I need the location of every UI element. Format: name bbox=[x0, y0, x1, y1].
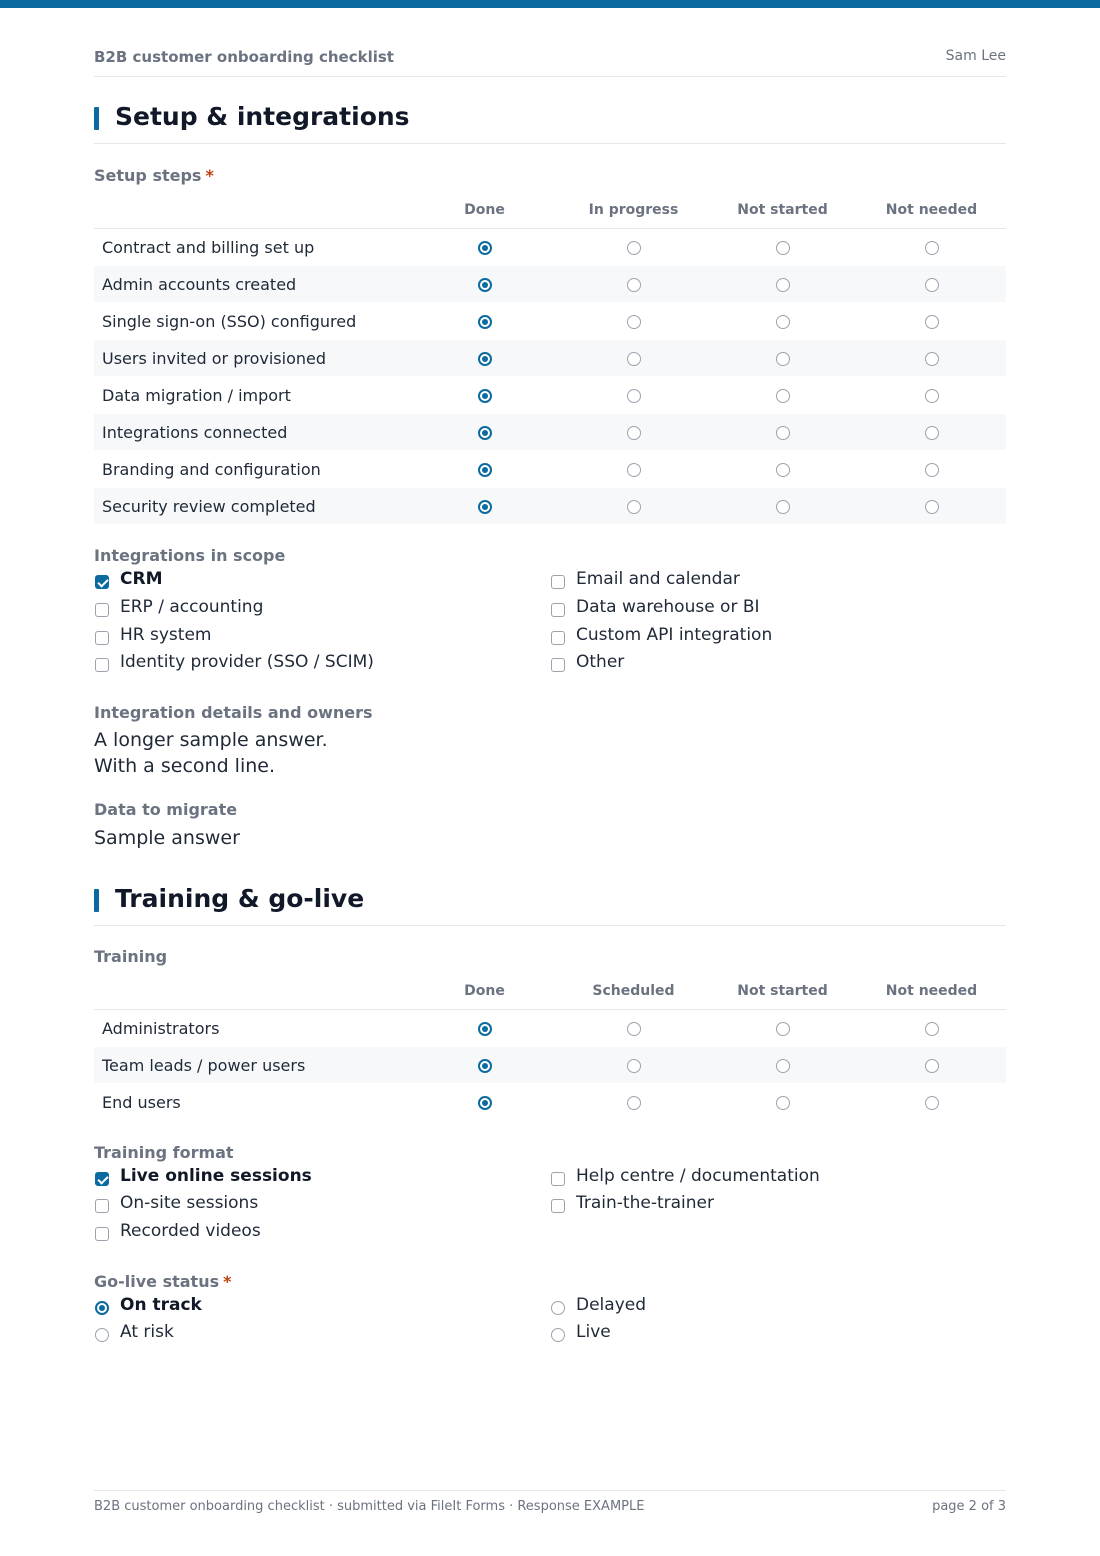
option-label: Help centre / documentation bbox=[576, 1166, 820, 1186]
matrix-cell bbox=[708, 340, 857, 377]
row-label: Admin accounts created bbox=[94, 266, 410, 303]
matrix-cell bbox=[559, 303, 708, 340]
column-header-not-needed: Not needed bbox=[857, 973, 1006, 1010]
row-label: Contract and billing set up bbox=[94, 229, 410, 266]
matrix-cell bbox=[410, 451, 559, 488]
section-marker bbox=[94, 107, 99, 130]
matrix-row bbox=[94, 1047, 1006, 1084]
radio-button[interactable] bbox=[551, 1328, 565, 1342]
matrix-cell bbox=[708, 451, 857, 488]
option-label: Custom API integration bbox=[576, 625, 773, 645]
radio-in-progress[interactable] bbox=[627, 389, 641, 403]
column-header-done: Done bbox=[410, 192, 559, 229]
section-title-training bbox=[94, 884, 1006, 926]
radio-not-needed[interactable] bbox=[925, 1059, 939, 1073]
radio-done[interactable] bbox=[478, 278, 492, 292]
row-label: Integrations connected bbox=[94, 414, 410, 451]
radio-done[interactable] bbox=[478, 426, 492, 440]
row-label: End users bbox=[94, 1084, 410, 1121]
matrix-row bbox=[94, 229, 1006, 266]
column-header-not-started: Not started bbox=[708, 192, 857, 229]
question-label-data-to-migrate: Data to migrate bbox=[94, 800, 238, 819]
page-header bbox=[94, 48, 1006, 77]
section-heading: Setup & integrations bbox=[115, 102, 410, 131]
option-label: Recorded videos bbox=[120, 1221, 261, 1241]
radio-in-progress[interactable] bbox=[627, 241, 641, 255]
checkbox[interactable] bbox=[551, 1199, 565, 1213]
matrix-cell bbox=[559, 451, 708, 488]
radio-not-started[interactable] bbox=[776, 426, 790, 440]
radio-scheduled[interactable] bbox=[627, 1059, 641, 1073]
radio-done[interactable] bbox=[478, 1096, 492, 1110]
option-label: Live bbox=[576, 1322, 611, 1342]
radio-not-needed[interactable] bbox=[925, 500, 939, 514]
option-label: On track bbox=[120, 1295, 202, 1315]
column-header-in-progress: In progress bbox=[559, 192, 708, 229]
checkbox[interactable] bbox=[551, 603, 565, 617]
matrix-row bbox=[94, 303, 1006, 340]
radio-not-started[interactable] bbox=[776, 1096, 790, 1110]
matrix-header-row bbox=[94, 192, 1006, 229]
checkbox[interactable] bbox=[95, 575, 109, 589]
row-label: Single sign-on (SSO) configured bbox=[94, 303, 410, 340]
row-label: Administrators bbox=[94, 1010, 410, 1047]
question-label-integrations: Integrations in scope bbox=[94, 546, 286, 565]
top-accent-bar bbox=[0, 0, 1100, 8]
matrix-cell bbox=[559, 1084, 708, 1121]
matrix-cell bbox=[857, 488, 1006, 525]
radio-in-progress[interactable] bbox=[627, 463, 641, 477]
data-to-migrate-answer: Sample answer bbox=[94, 827, 240, 849]
matrix-corner bbox=[94, 973, 410, 1010]
option-label: HR system bbox=[120, 625, 212, 645]
radio-not-started[interactable] bbox=[776, 352, 790, 366]
option-label: ERP / accounting bbox=[120, 597, 264, 617]
radio-done[interactable] bbox=[478, 241, 492, 255]
checkbox[interactable] bbox=[551, 575, 565, 589]
radio-in-progress[interactable] bbox=[627, 426, 641, 440]
column-header-scheduled: Scheduled bbox=[559, 973, 708, 1010]
column-header-not-needed: Not needed bbox=[857, 192, 1006, 229]
respondent-name: Sam Lee bbox=[945, 48, 1006, 64]
matrix-cell bbox=[857, 1084, 1006, 1121]
required-marker: * bbox=[223, 1272, 232, 1291]
radio-scheduled[interactable] bbox=[627, 1096, 641, 1110]
question-label-training-format: Training format bbox=[94, 1143, 234, 1162]
document-title: B2B customer onboarding checklist bbox=[94, 48, 394, 66]
radio-not-needed[interactable] bbox=[925, 463, 939, 477]
radio-scheduled[interactable] bbox=[627, 1022, 641, 1036]
matrix-corner bbox=[94, 192, 410, 229]
matrix-cell bbox=[559, 377, 708, 414]
matrix-cell bbox=[857, 451, 1006, 488]
matrix-cell bbox=[410, 1084, 559, 1121]
checkbox[interactable] bbox=[95, 1172, 109, 1186]
matrix-cell bbox=[857, 1047, 1006, 1084]
matrix-cell bbox=[857, 266, 1006, 303]
option-label: Data warehouse or BI bbox=[576, 597, 760, 617]
radio-not-started[interactable] bbox=[776, 500, 790, 514]
matrix-cell bbox=[410, 1010, 559, 1047]
integration-details-answer: A longer sample answer. With a second line. bbox=[94, 729, 328, 777]
radio-done[interactable] bbox=[478, 352, 492, 366]
matrix-cell bbox=[708, 414, 857, 451]
matrix-header-row bbox=[94, 973, 1006, 1010]
question-label-integration-details: Integration details and owners bbox=[94, 703, 373, 722]
matrix-cell bbox=[708, 303, 857, 340]
matrix-row bbox=[94, 266, 1006, 303]
matrix-cell bbox=[410, 377, 559, 414]
option-label: Email and calendar bbox=[576, 569, 740, 589]
row-label: Users invited or provisioned bbox=[94, 340, 410, 377]
option-label: Train-the-trainer bbox=[576, 1193, 714, 1213]
radio-not-needed[interactable] bbox=[925, 241, 939, 255]
question-text: Setup steps bbox=[94, 166, 202, 185]
radio-not-started[interactable] bbox=[776, 241, 790, 255]
matrix-row bbox=[94, 414, 1006, 451]
matrix-cell bbox=[410, 340, 559, 377]
matrix-row bbox=[94, 451, 1006, 488]
radio-not-started[interactable] bbox=[776, 278, 790, 292]
matrix-cell bbox=[708, 266, 857, 303]
matrix-cell bbox=[410, 1047, 559, 1084]
matrix-cell bbox=[708, 229, 857, 266]
radio-in-progress[interactable] bbox=[627, 278, 641, 292]
column-header-not-started: Not started bbox=[708, 973, 857, 1010]
matrix-cell bbox=[559, 340, 708, 377]
matrix-cell bbox=[410, 488, 559, 525]
matrix-cell bbox=[708, 1084, 857, 1121]
matrix-row bbox=[94, 1010, 1006, 1047]
matrix-cell bbox=[410, 414, 559, 451]
radio-done[interactable] bbox=[478, 500, 492, 514]
matrix-cell bbox=[559, 488, 708, 525]
checkbox[interactable] bbox=[95, 658, 109, 672]
matrix-row bbox=[94, 340, 1006, 377]
radio-button[interactable] bbox=[95, 1328, 109, 1342]
matrix-cell bbox=[410, 229, 559, 266]
option-label: On-site sessions bbox=[120, 1193, 259, 1213]
question-label-go-live-status bbox=[94, 1272, 232, 1291]
page-number: page 2 of 3 bbox=[932, 1499, 1006, 1514]
option-label: Other bbox=[576, 652, 625, 672]
matrix-row bbox=[94, 488, 1006, 525]
option-label: Live online sessions bbox=[120, 1166, 312, 1186]
radio-not-needed[interactable] bbox=[925, 1096, 939, 1110]
matrix-cell bbox=[708, 377, 857, 414]
matrix-cell bbox=[708, 1010, 857, 1047]
radio-not-started[interactable] bbox=[776, 1022, 790, 1036]
option-label: At risk bbox=[120, 1322, 174, 1342]
radio-done[interactable] bbox=[478, 1059, 492, 1073]
matrix-row bbox=[94, 1084, 1006, 1121]
radio-not-started[interactable] bbox=[776, 463, 790, 477]
checkbox[interactable] bbox=[95, 1199, 109, 1213]
checkbox[interactable] bbox=[95, 603, 109, 617]
radio-not-needed[interactable] bbox=[925, 278, 939, 292]
radio-button[interactable] bbox=[551, 1301, 565, 1315]
option-label: Identity provider (SSO / SCIM) bbox=[120, 652, 374, 672]
matrix-cell bbox=[857, 1010, 1006, 1047]
row-label: Data migration / import bbox=[94, 377, 410, 414]
matrix-cell bbox=[857, 414, 1006, 451]
checkbox[interactable] bbox=[95, 631, 109, 645]
option-label: Delayed bbox=[576, 1295, 647, 1315]
matrix-cell bbox=[559, 1010, 708, 1047]
radio-not-started[interactable] bbox=[776, 1059, 790, 1073]
matrix-cell bbox=[857, 340, 1006, 377]
radio-not-needed[interactable] bbox=[925, 389, 939, 403]
row-label: Security review completed bbox=[94, 488, 410, 525]
required-marker: * bbox=[205, 166, 214, 185]
section-heading: Training & go-live bbox=[115, 884, 365, 913]
radio-in-progress[interactable] bbox=[627, 352, 641, 366]
matrix-cell bbox=[708, 488, 857, 525]
section-marker bbox=[94, 889, 99, 912]
section-title-setup bbox=[94, 102, 1006, 144]
matrix-cell bbox=[857, 303, 1006, 340]
matrix-cell bbox=[410, 303, 559, 340]
checkbox[interactable] bbox=[551, 658, 565, 672]
matrix-cell bbox=[857, 377, 1006, 414]
footer-info: B2B customer onboarding checklist · submitted via FileIt Forms · Response EXAMPLE bbox=[94, 1499, 645, 1514]
setup-steps-matrix bbox=[94, 192, 1006, 525]
question-text: Go-live status bbox=[94, 1272, 220, 1291]
radio-done[interactable] bbox=[478, 1022, 492, 1036]
training-matrix bbox=[94, 973, 1006, 1121]
radio-done[interactable] bbox=[478, 463, 492, 477]
page-footer bbox=[94, 1490, 1006, 1521]
matrix-cell bbox=[410, 266, 559, 303]
radio-not-needed[interactable] bbox=[925, 315, 939, 329]
column-header-done: Done bbox=[410, 973, 559, 1010]
radio-not-needed[interactable] bbox=[925, 352, 939, 366]
radio-in-progress[interactable] bbox=[627, 500, 641, 514]
question-label-training: Training bbox=[94, 947, 168, 966]
radio-done[interactable] bbox=[478, 315, 492, 329]
row-label: Branding and configuration bbox=[94, 451, 410, 488]
matrix-cell bbox=[559, 1047, 708, 1084]
matrix-cell bbox=[708, 1047, 857, 1084]
matrix-cell bbox=[559, 414, 708, 451]
question-label-setup-steps bbox=[94, 166, 214, 185]
checkbox[interactable] bbox=[551, 1172, 565, 1186]
radio-not-needed[interactable] bbox=[925, 1022, 939, 1036]
matrix-cell bbox=[559, 266, 708, 303]
checkbox[interactable] bbox=[551, 631, 565, 645]
row-label: Team leads / power users bbox=[94, 1047, 410, 1084]
radio-not-started[interactable] bbox=[776, 389, 790, 403]
matrix-cell bbox=[559, 229, 708, 266]
matrix-cell bbox=[857, 229, 1006, 266]
radio-button[interactable] bbox=[95, 1301, 109, 1315]
option-label: CRM bbox=[120, 569, 163, 589]
radio-not-started[interactable] bbox=[776, 315, 790, 329]
matrix-row bbox=[94, 377, 1006, 414]
radio-not-needed[interactable] bbox=[925, 426, 939, 440]
checkbox[interactable] bbox=[95, 1227, 109, 1241]
radio-in-progress[interactable] bbox=[627, 315, 641, 329]
radio-done[interactable] bbox=[478, 389, 492, 403]
